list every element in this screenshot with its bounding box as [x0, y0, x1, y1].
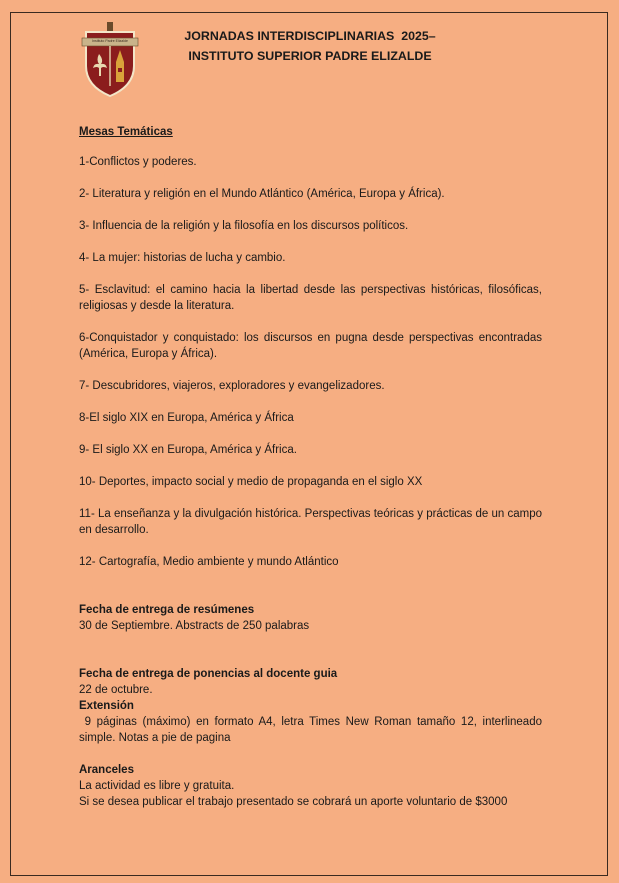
mesa-item-3: 3- Influencia de la religión y la filosofía en los discursos políticos. [79, 220, 409, 232]
shield-crest-icon [80, 22, 140, 98]
document-content [79, 124, 546, 810]
mesas-title: Mesas Temáticas [79, 126, 173, 138]
mesa-item-2: 2- Literatura y religión en el Mundo Atlántico (América, Europa y África). [79, 188, 445, 200]
ponencias-text: 22 de octubre. [79, 684, 153, 696]
mesa-item-8: 8-El siglo XIX en Europa, América y África [79, 412, 294, 424]
aranceles-section [79, 762, 542, 810]
resumenes-section [79, 602, 542, 634]
mesa-item-10: 10- Deportes, impacto social y medio de propaganda en el siglo XX [79, 476, 423, 488]
header-line-1: JORNADAS INTERDISCIPLINARIAS 2025– [184, 29, 436, 43]
aranceles-line-1: La actividad es libre y gratuita. [79, 780, 235, 792]
logo-banner-text: Instituto Padre Elizalde [92, 39, 128, 43]
document-header [150, 26, 470, 66]
mesa-item-1: 1-Conflictos y poderes. [79, 156, 197, 168]
ponencias-title: Fecha de entrega de ponencias al docente guia [79, 668, 338, 680]
resumenes-text: 30 de Septiembre. Abstracts de 250 palabras [79, 620, 310, 632]
header-line-2: INSTITUTO SUPERIOR PADRE ELIZALDE [188, 49, 432, 63]
resumenes-title: Fecha de entrega de resúmenes [79, 604, 255, 616]
mesa-item-4: 4- La mujer: historias de lucha y cambio. [79, 252, 286, 264]
ponencias-section [79, 666, 546, 746]
extension-title: Extensión [79, 700, 134, 712]
mesa-item-7: 7- Descubridores, viajeros, exploradores y evangelizadores. [79, 380, 385, 392]
mesa-item-9: 9- El siglo XX en Europa, América y África. [79, 444, 297, 456]
aranceles-title: Aranceles [79, 764, 134, 776]
mesa-item-5: 5- Esclavitud: el camino hacia la libertad desde las perspectivas históricas, filosóficas, religiosas y desde la literatura. [79, 284, 542, 312]
extension-text: 9 páginas (máximo) en formato A4, letra Times New Roman tamaño 12, interlineado simple. Notas a pie de pagina [79, 716, 546, 744]
mesa-item-12: 12- Cartografía, Medio ambiente y mundo Atlántico [79, 556, 339, 568]
mesa-item-11: 11- La enseñanza y la divulgación histórica. Perspectivas teóricas y prácticas de un campo en desarrollo. [79, 508, 542, 536]
aranceles-line-2: Si se desea publicar el trabajo presentado se cobrará un aporte voluntario de $3000 [79, 796, 508, 808]
mesa-item-6: 6-Conquistador y conquistado: los discursos en pugna desde perspectivas encontradas (América, Europa y África). [79, 332, 542, 360]
